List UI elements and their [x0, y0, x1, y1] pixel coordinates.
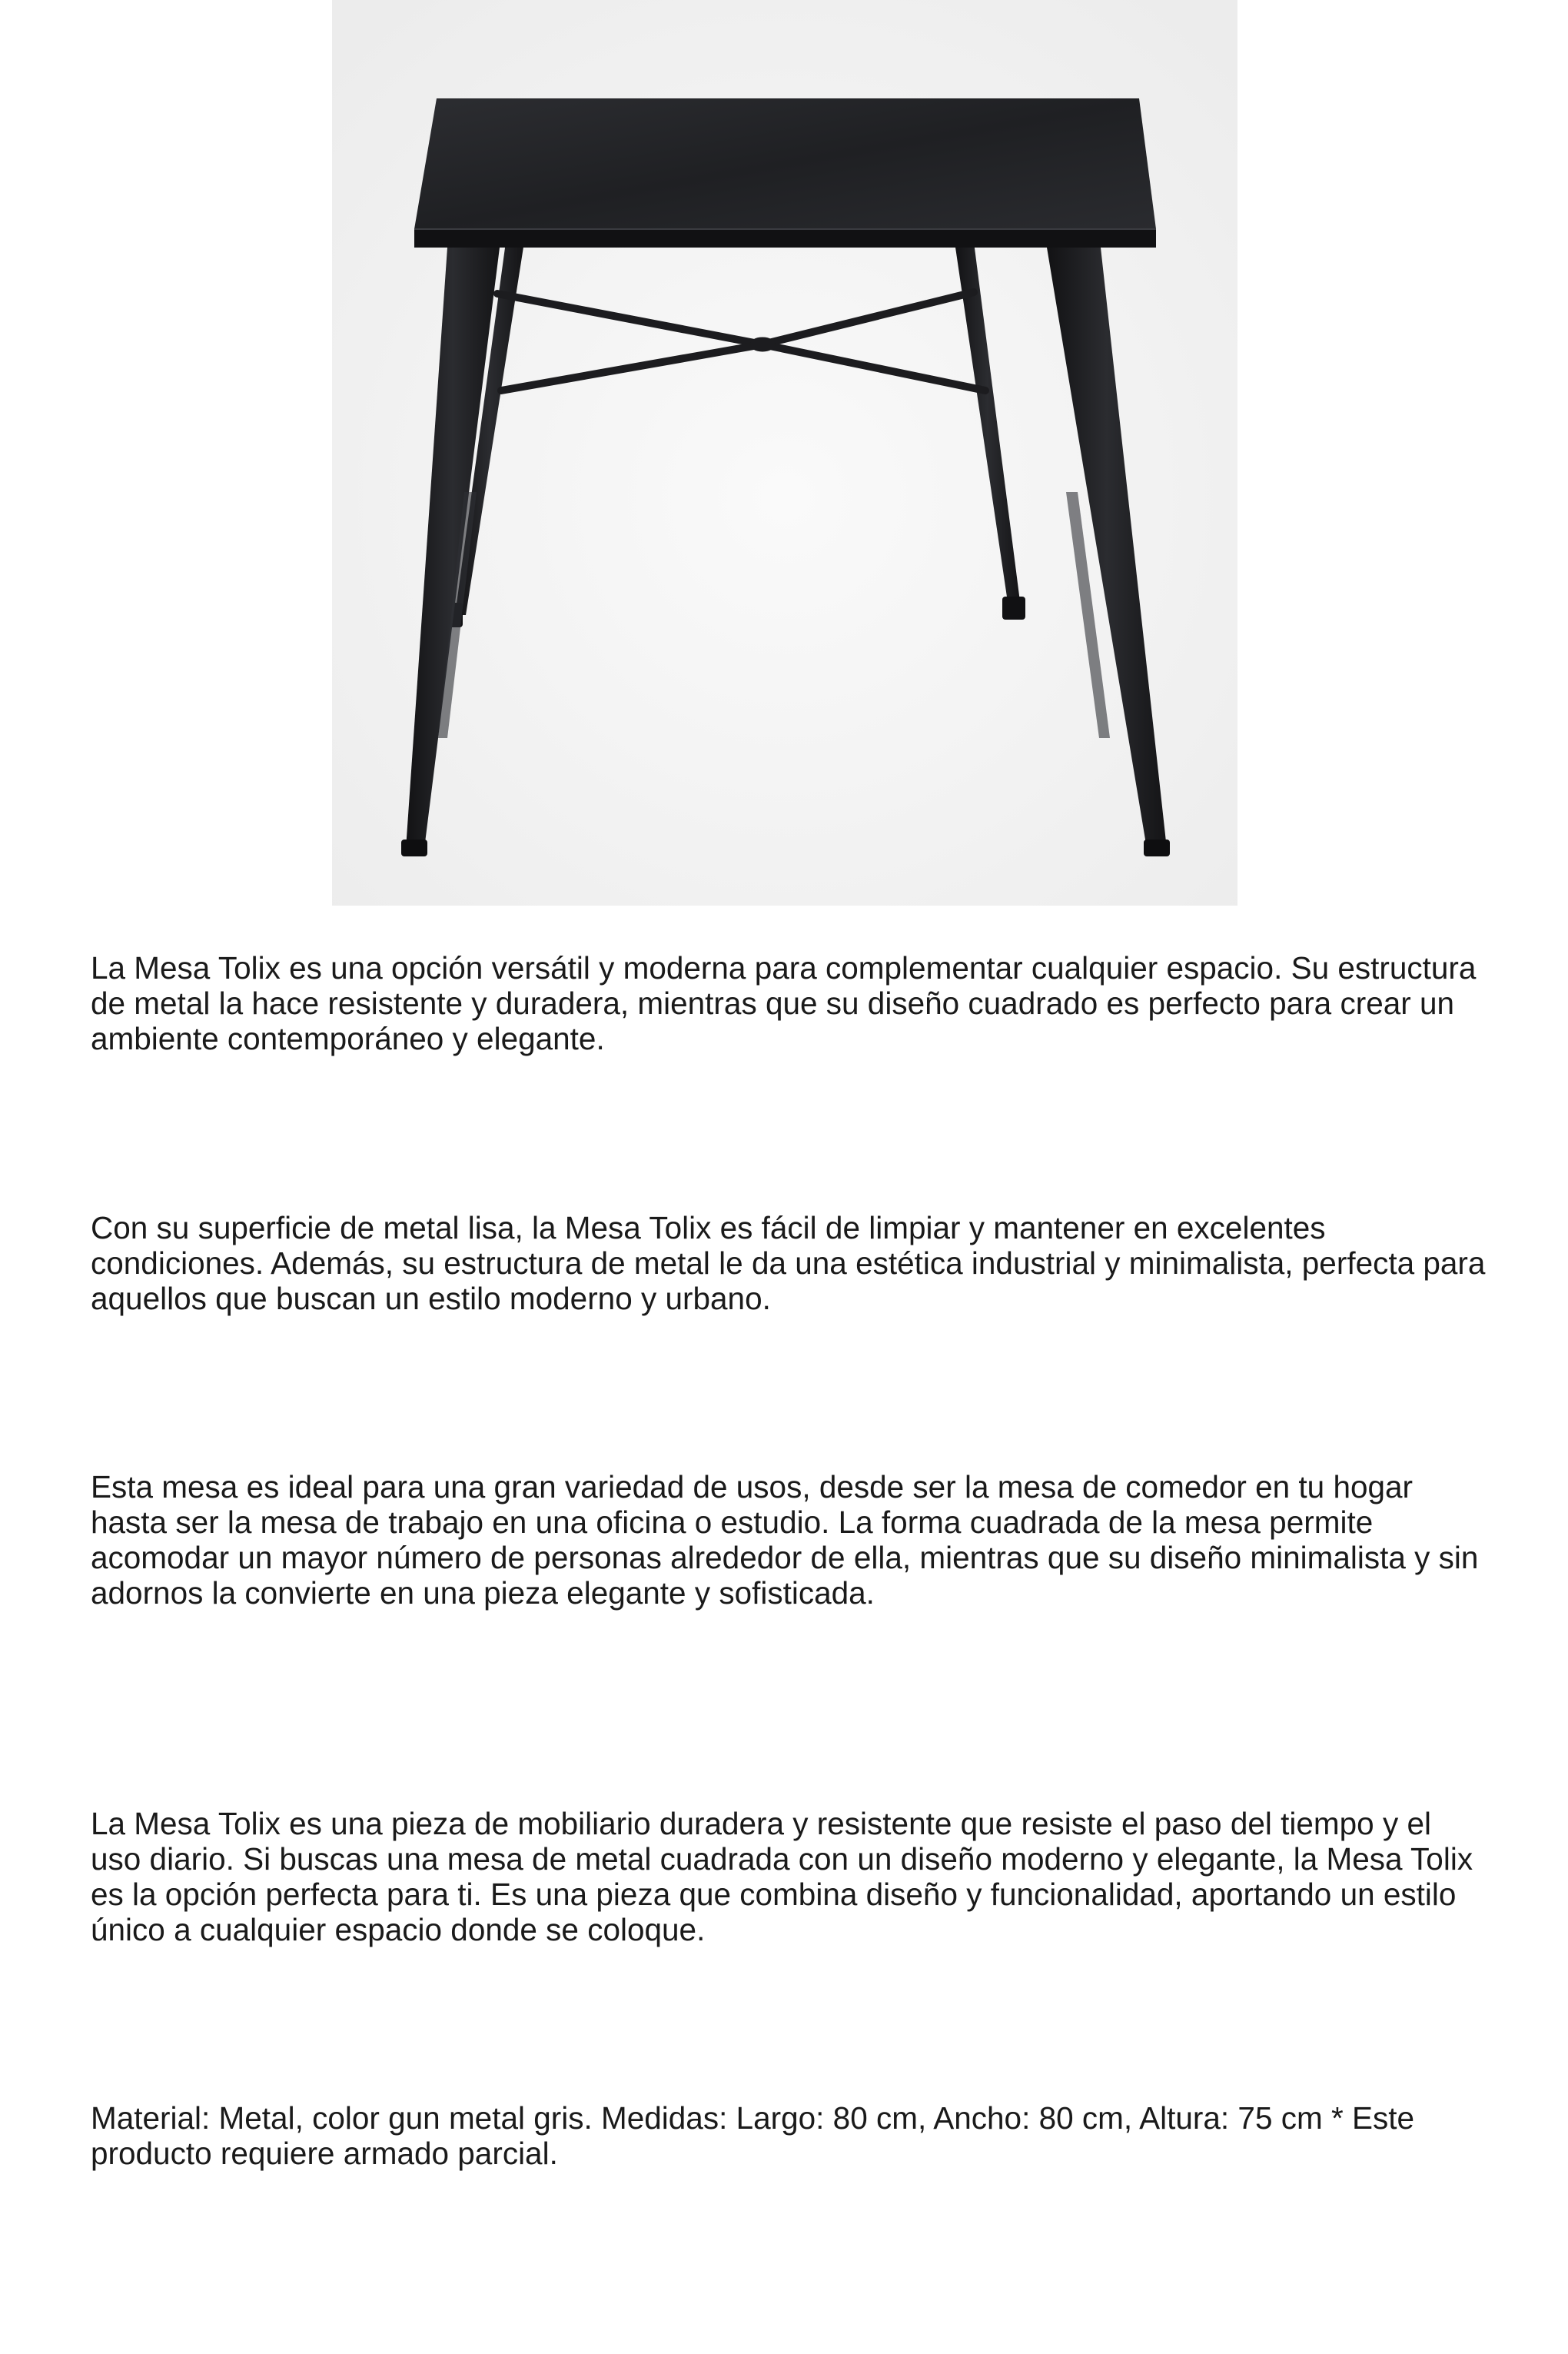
description-paragraph-3: Esta mesa es ideal para una gran variedad de usos, desde ser la mesa de comedor en tu hogar hasta ser la mesa de trabajo en una oficina o estudio. La forma cuadrada de la mesa permite acomodar un mayor número de personas alrededor de ella, mientras que su diseño minimalista y sin adornos la convierte en una pieza elegante y sofisticada.: [91, 1469, 1479, 1611]
specifications-paragraph: Material: Metal, color gun metal gris. Medidas: Largo: 80 cm, Ancho: 80 cm, Altura: 75 cm * Este producto requiere armado parcial.: [91, 2100, 1415, 2171]
description-paragraph-2: Con su superficie de metal lisa, la Mesa Tolix es fácil de limpiar y mantener en excelentes condiciones. Además, su estructura de metal le da una estética industrial y minimalista, perfecta para aquellos que buscan un estilo moderno y urbano.: [91, 1210, 1486, 1316]
table-illustration: [332, 0, 1237, 906]
description-paragraph-1: La Mesa Tolix es una opción versátil y moderna para complementar cualquier espacio. Su estructura de metal la hace resistente y duradera, mientras que su diseño cuadrado es perfecto para crear un ambiente contemporáneo y elegante.: [91, 950, 1477, 1056]
table-top: [414, 98, 1156, 248]
description-paragraph-4: La Mesa Tolix es una pieza de mobiliario duradera y resistente que resiste el paso del tiempo y el uso diario. Si buscas una mesa de metal cuadrada con un diseño moderno y elegante, la Mesa Tolix es la opción perfecta para ti. Es una pieza que combina diseño y funcionalidad, aportando un estilo único a cualquier espacio donde se coloque.: [91, 1806, 1473, 1947]
product-photo: [332, 0, 1237, 906]
